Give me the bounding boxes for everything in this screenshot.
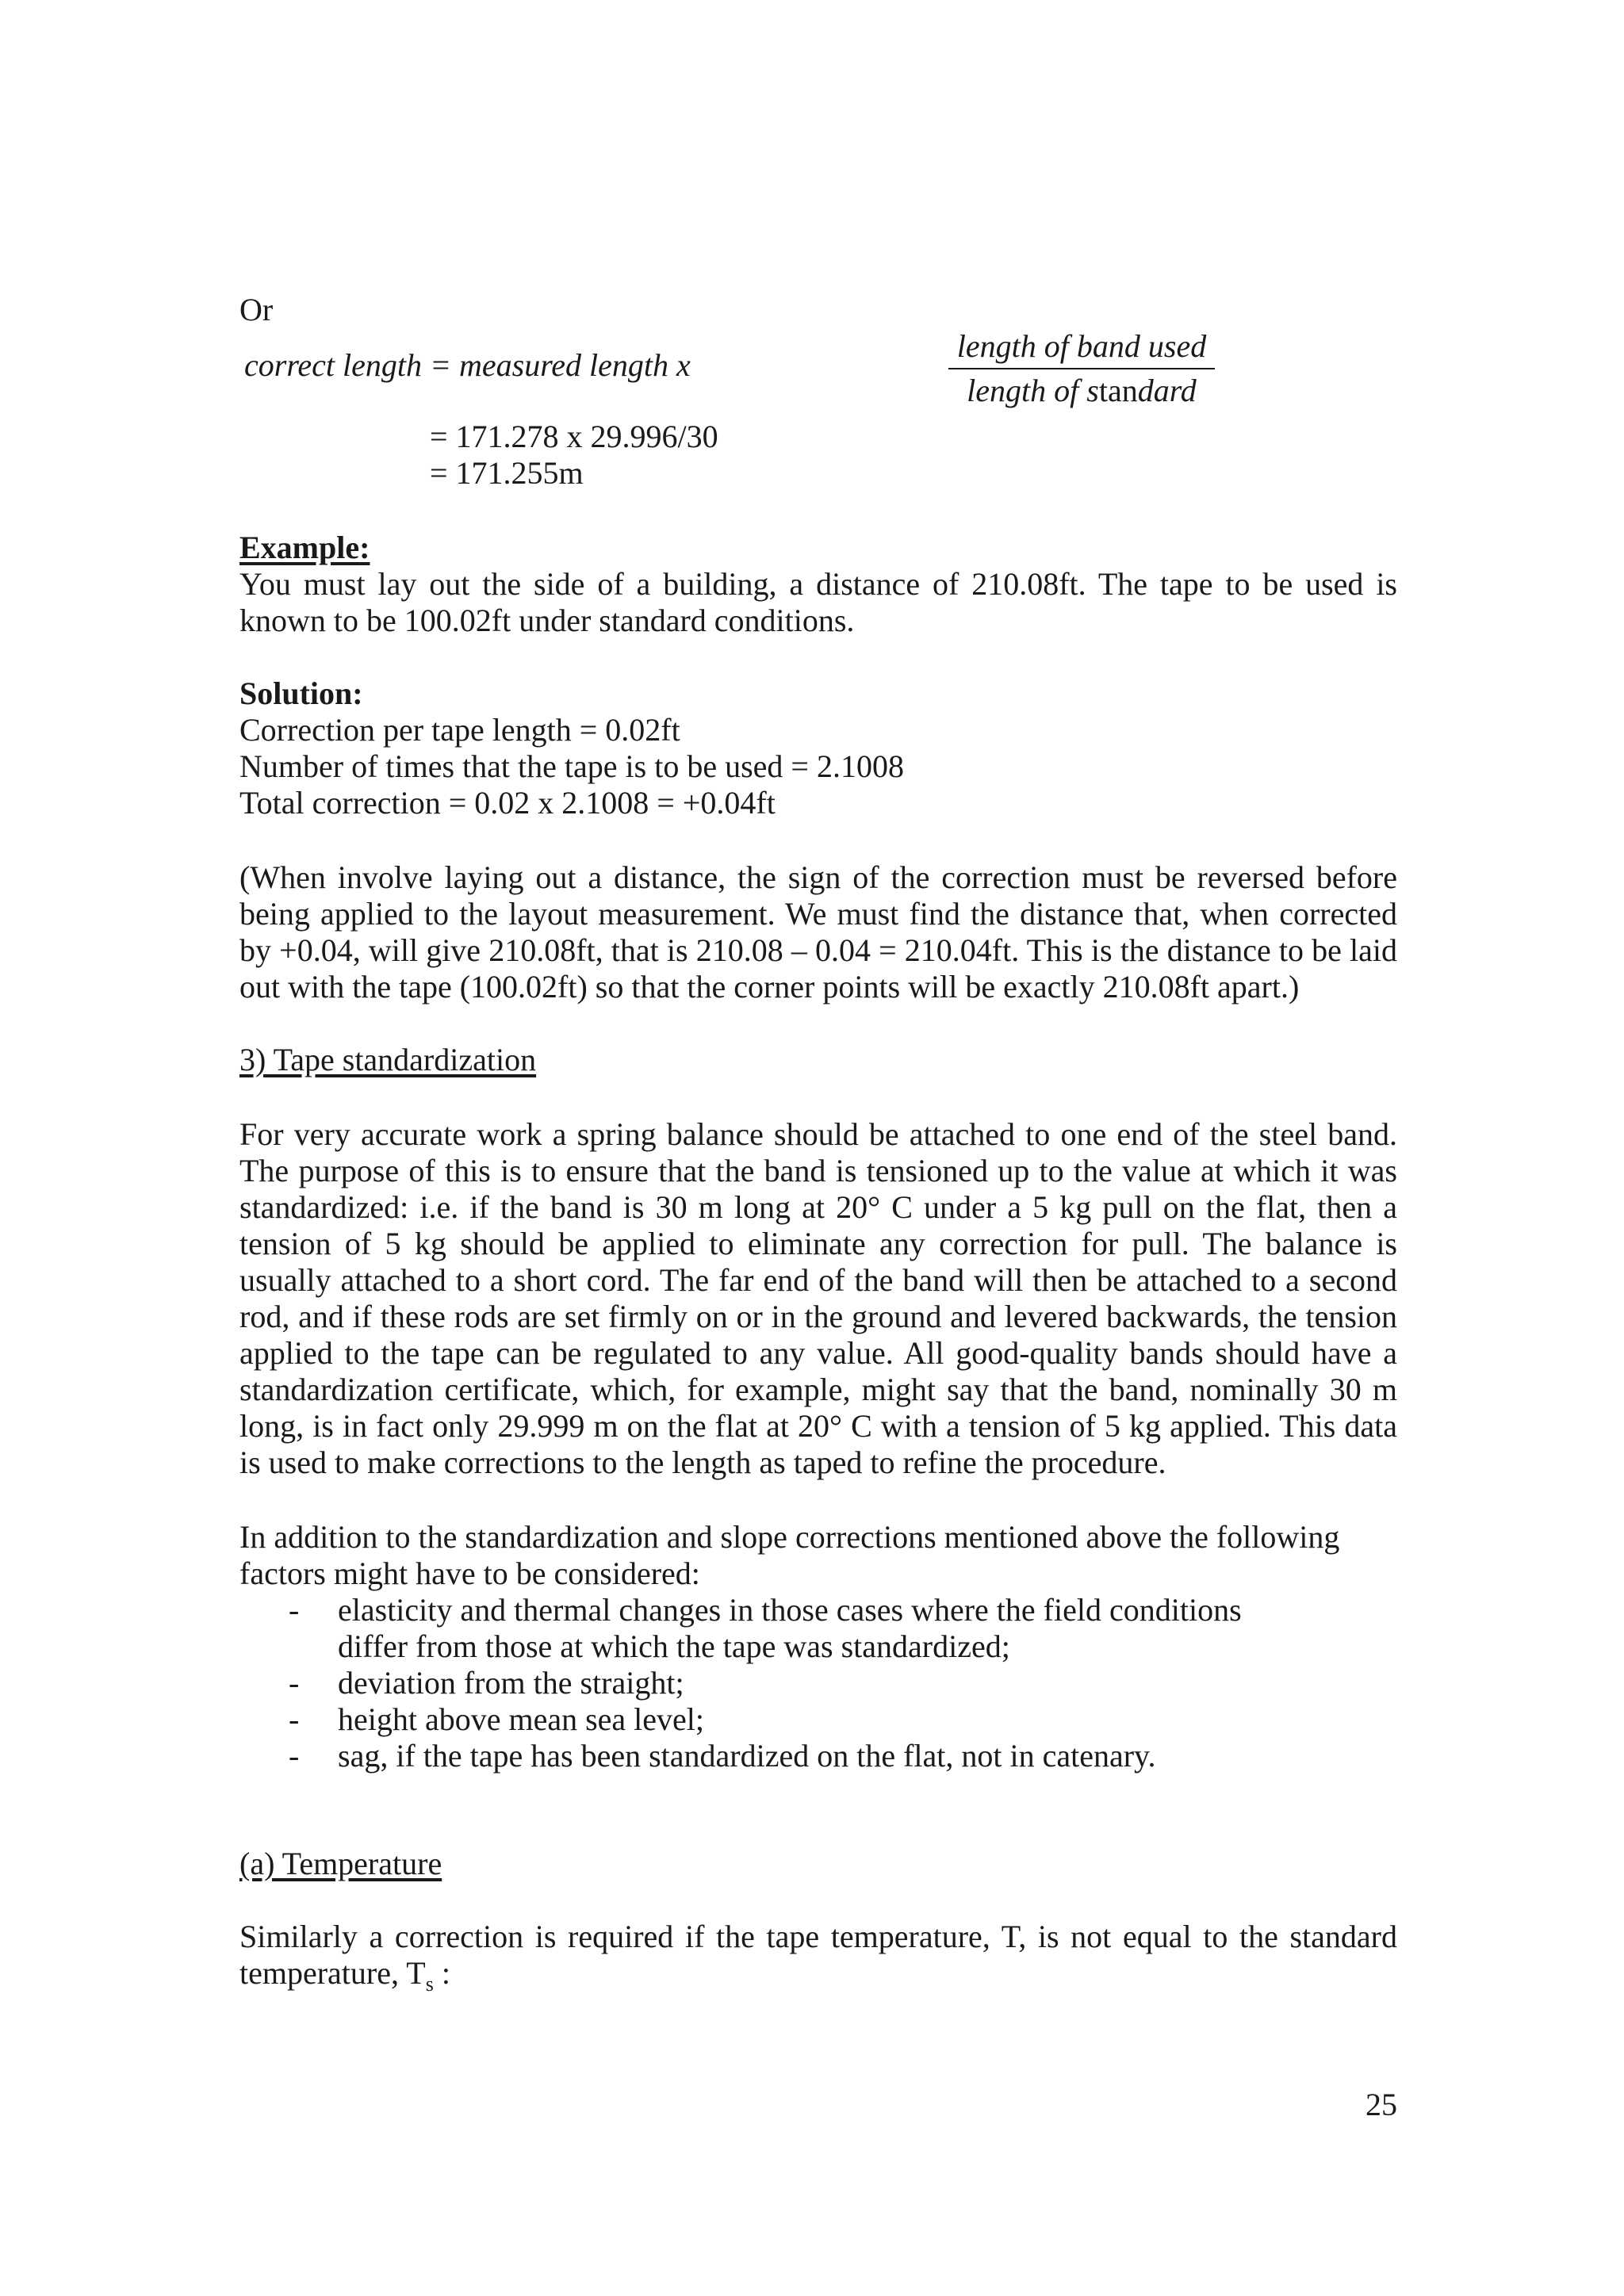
formula-lhs: correct length = measured length x (244, 347, 691, 383)
page-number: 25 (1365, 2087, 1397, 2122)
solution-line: Number of times that the tape is to be used = 2.1008 (239, 748, 904, 784)
fraction-bar (948, 368, 1215, 369)
dash-bullet: - (289, 1738, 300, 1774)
dash-bullet: - (289, 1665, 300, 1701)
solution-lines (239, 712, 1397, 821)
temperature-heading: (a) Temperature (239, 1846, 442, 1881)
list-item-text: sag, if the tape has been standardized on the flat, not in catenary. (338, 1738, 1156, 1774)
standardization-paragraph: For very accurate work a spring balance should be attached to one end of the steel band. The purpose of this is to ensure that the band is tensioned up to the value at which it was standardized: i.e. if the band is 30 m long at 20° C under a 5 kg pull on the flat, then a tension of 5 kg should be applied to eliminate any correction for pull. The balance is usually attached to a short cord. The far end of the band will then be attached to a second rod, and if these rods are set firmly on or in the ground and levered backwards, the tension applied to the tape can be regulated to any value. All good-quality bands should have a standardization certificate, which, for example, might say that the band, nominally 30 m long, is in fact only 29.999 m on the flat at 20° C with a tension of 5 kg applied. This data is used to make corrections to the length as taped to refine the procedure. (239, 1116, 1397, 1480)
denominator-part-2: tan (1098, 373, 1138, 408)
or-text: Or (239, 292, 274, 327)
dash-bullet: - (289, 1701, 300, 1737)
formula-numerator: length of band used (956, 328, 1207, 364)
list-item (239, 1592, 1397, 1665)
list-item-text: height above mean sea level; (338, 1701, 705, 1737)
temperature-suffix: : (433, 1955, 450, 1991)
section-3-heading: 3) Tape standardization (239, 1042, 537, 1077)
factors-list (239, 1592, 1397, 1774)
list-item-text: elasticity and thermal changes in those cases where the field conditions differ from those at which the tape was standardized; (338, 1592, 1242, 1664)
solution-line: Correction per tape length = 0.02ft (239, 712, 680, 748)
factors-intro: In addition to the standardization and slope corrections mentioned above the following factors might have to be considered: (239, 1519, 1340, 1591)
calc-line-2: = 171.255m (430, 455, 584, 491)
formula-denominator (948, 371, 1215, 411)
temperature-text-main: Similarly a correction is required if the tape temperature, T, is not equal to the standard temperature, T (239, 1919, 1397, 1991)
list-item (239, 1738, 1397, 1774)
formula-fraction (948, 327, 1215, 411)
denominator-part-3: dard (1137, 373, 1197, 408)
temperature-subscript: s (425, 1973, 434, 1996)
solution-line: Total correction = 0.02 x 2.1008 = +0.04ft (239, 785, 776, 821)
list-item (239, 1701, 1397, 1738)
solution-note: (When involve laying out a distance, the sign of the correction must be reversed before being applied to the layout measurement. We must find the distance that, when corrected by +0.04, will give 210.08ft, that is 210.08 – 0.04 = 210.04ft. This is the distance to be laid out with the tape (100.02ft) so that the corner points will be exactly 210.08ft apart.) (239, 859, 1397, 1004)
temperature-text (239, 1919, 1397, 2003)
calc-line-1: = 171.278 x 29.996/30 (430, 419, 718, 454)
denominator-part-1: length of s (967, 373, 1099, 408)
solution-heading: Solution: (239, 675, 363, 711)
dash-bullet: - (289, 1592, 300, 1628)
correct-length-formula (239, 327, 1207, 414)
example-heading: Example: (239, 530, 370, 565)
example-text: You must lay out the side of a building, a distance of 210.08ft. The tape to be used is known to be 100.02ft under standard conditions. (239, 566, 1397, 638)
list-item-text: deviation from the straight; (338, 1665, 684, 1701)
list-item (239, 1665, 1397, 1701)
